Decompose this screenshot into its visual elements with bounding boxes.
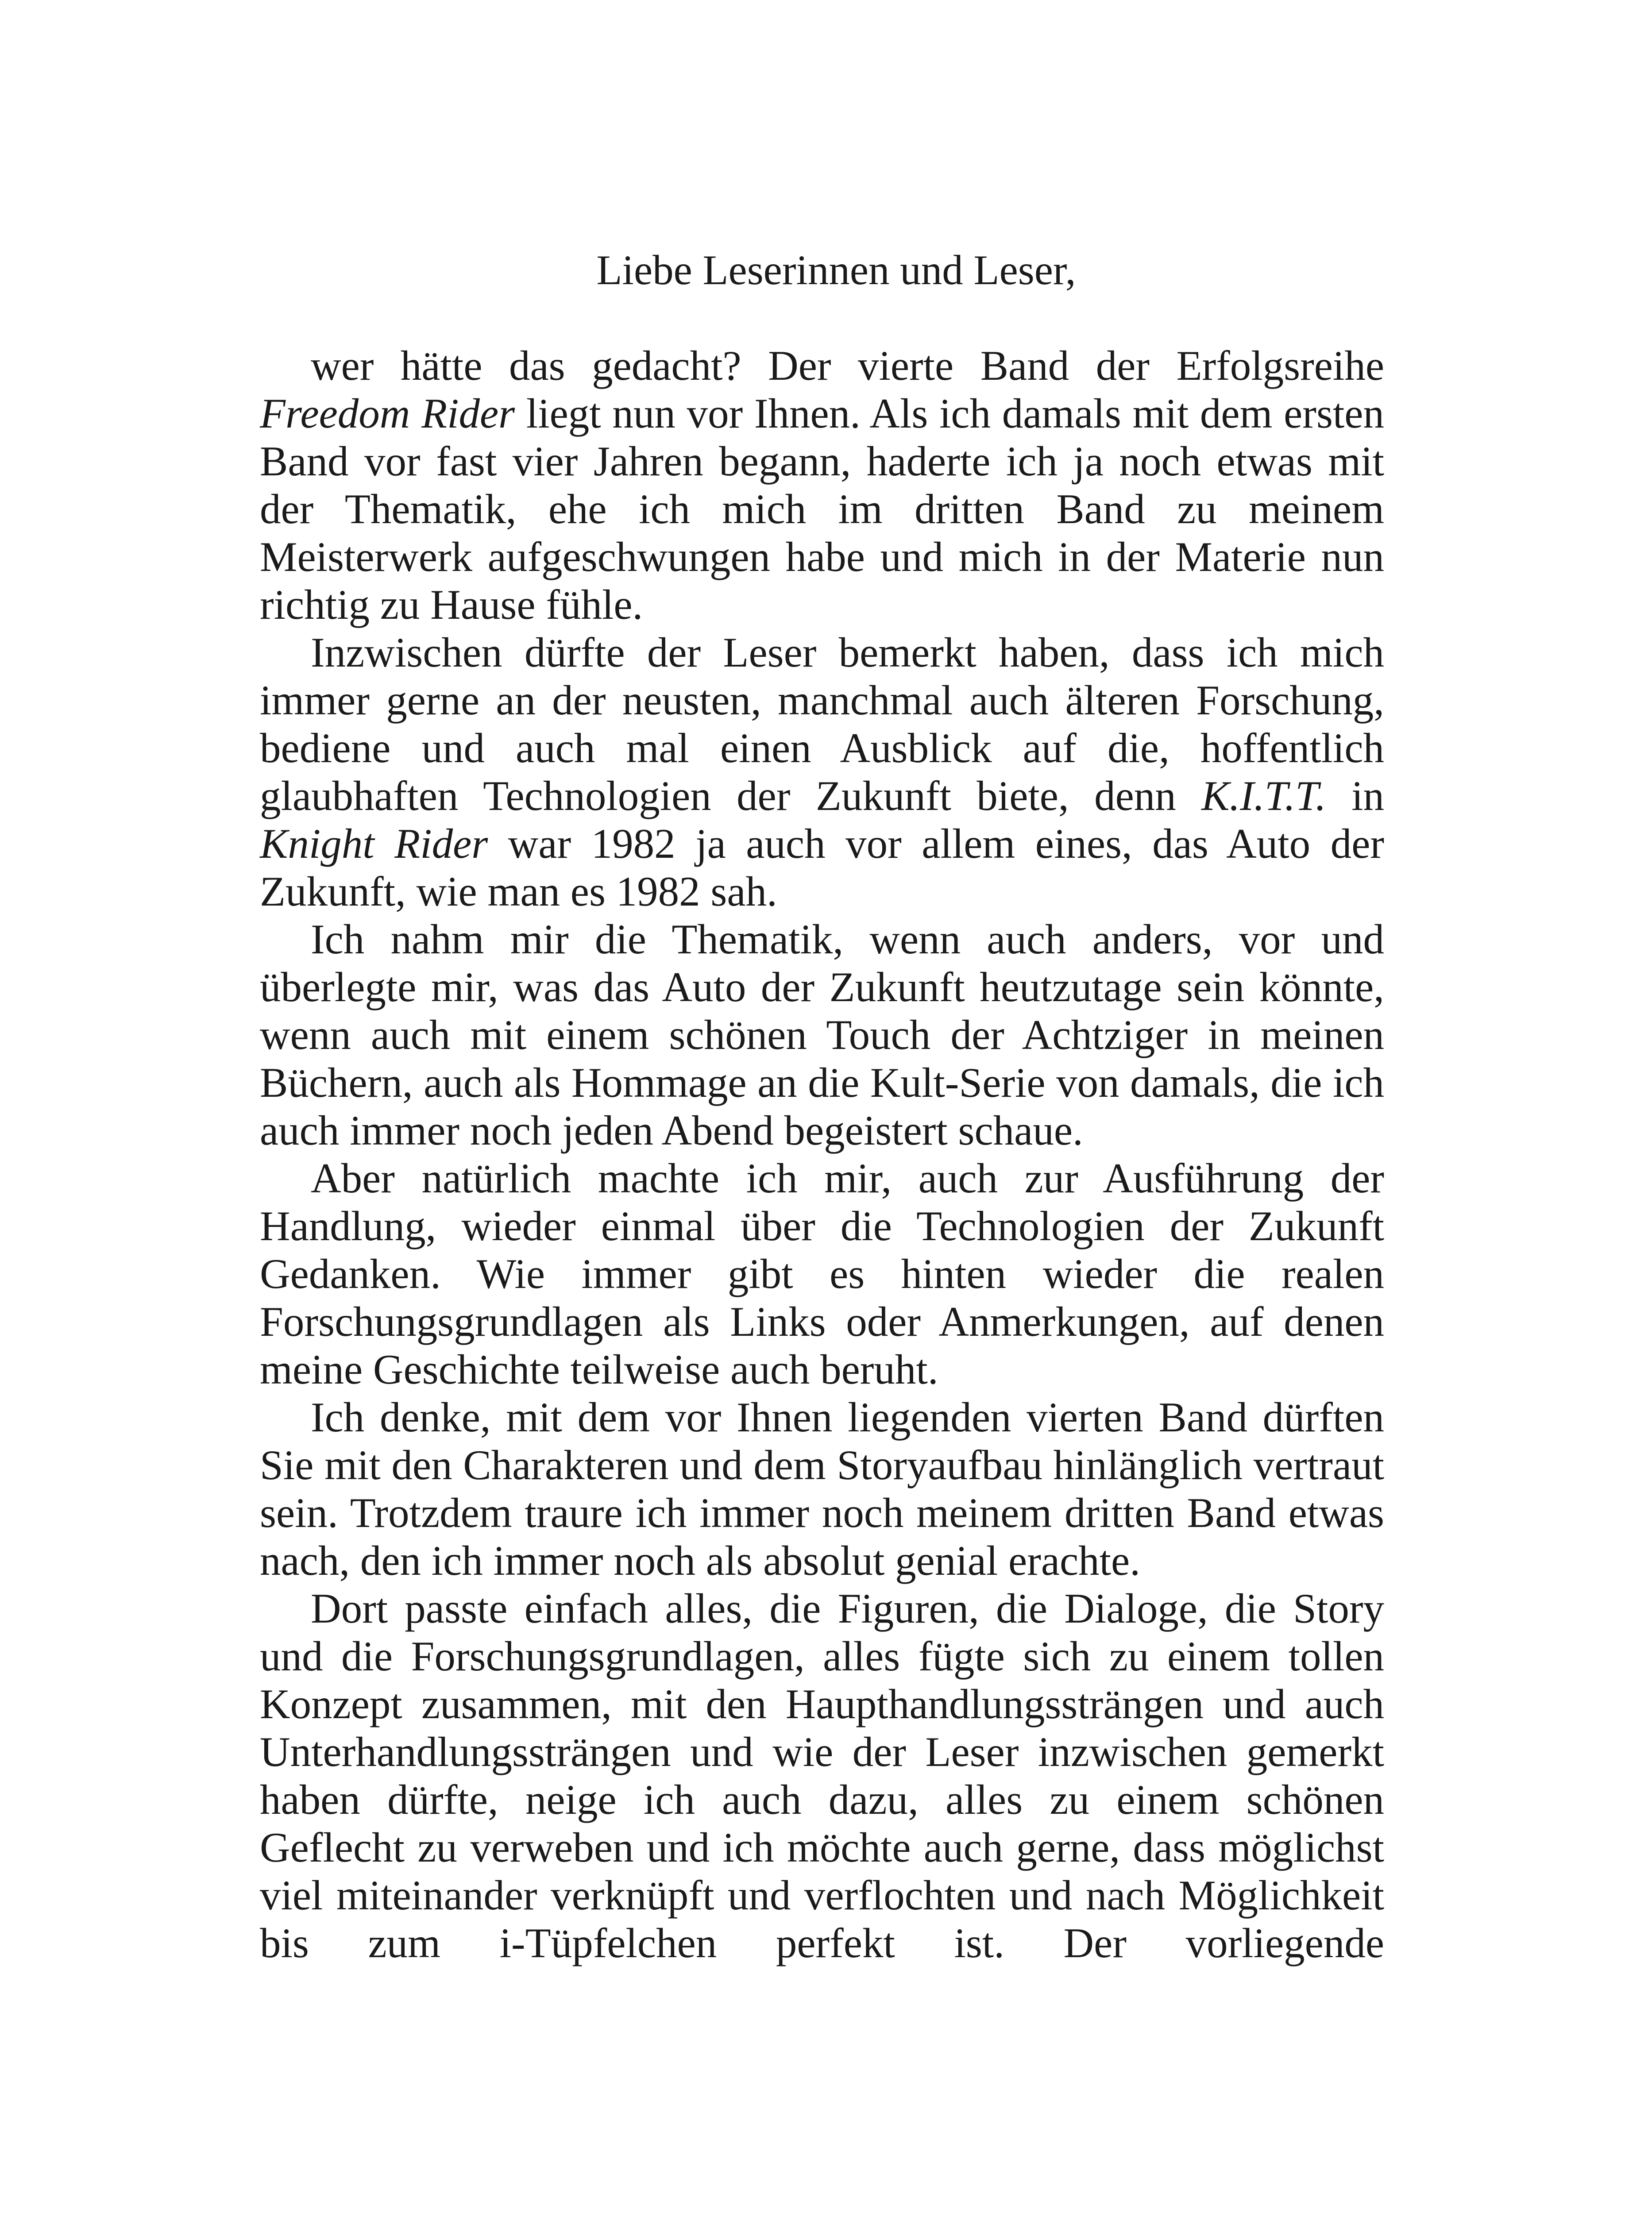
paragraph-text: in xyxy=(1326,772,1384,819)
paragraph-text: Ich denke, mit dem vor Ihnen liegenden vierten Band dürften Sie mit den Charakteren und dem Storyaufbau hinlänglich vertraut sein. Trotzdem traure ich immer noch meinem dritten Band etwas nach, den ich immer noch als absolut genial erachte. xyxy=(260,1394,1384,1584)
paragraph-text: wer hätte das gedacht? Der vierte Band der Erfolgsreihe xyxy=(311,342,1384,389)
paragraph-text: war 1982 ja auch vor allem eines, das Auto der Zukunft, wie man es 1982 sah. xyxy=(260,820,1384,915)
paragraph-text: Dort passte einfach alles, die Figuren, die Dialoge, die Story und die Forschungsgrundlagen, alles fügte sich zu einem tollen Konzept zusammen, mit den Haupthandlungssträngen und auch Unterhandlungssträngen und wie der Leser inzwischen gemerkt haben dürfte, neige ich auch dazu, alles zu einem schönen Geflecht zu verweben und ich möchte auch gerne, dass möglichst viel miteinander verknüpft und verflochten und nach Möglichkeit bis zum i-Tüpfelchen perfekt ist. Der vorliegende xyxy=(260,1585,1384,1966)
paragraph-5 xyxy=(260,1393,1384,1585)
series-title-knight-rider: Knight Rider xyxy=(260,820,488,867)
paragraph-1 xyxy=(260,342,1384,628)
paragraph-4 xyxy=(260,1154,1384,1393)
paragraph-3 xyxy=(260,915,1384,1154)
name-kitt: K.I.T.T. xyxy=(1201,772,1326,819)
paragraph-text: Ich nahm mir die Thematik, wenn auch anders, vor und überlegte mir, was das Auto der Zukunft heutzutage sein könnte, wenn auch mit einem schönen Touch der Achtziger in meinen Büchern, auch als Hommage an die Kult-Serie von damals, die ich auch immer noch jeden Abend begeistert schaue. xyxy=(260,916,1384,1154)
paragraph-6 xyxy=(260,1585,1384,1967)
body-text xyxy=(260,342,1384,1967)
book-title-freedom-rider: Freedom Rider xyxy=(260,390,515,437)
text-block xyxy=(260,246,1384,1967)
paragraph-text: liegt nun vor Ihnen. Als ich damals mit dem ersten Band vor fast vier Jahren begann, haderte ich ja noch etwas mit der Thematik, ehe ich mich im dritten Band zu meinem Meisterwerk aufgeschwungen habe und mich in der Materie nun richtig zu Hause fühle. xyxy=(260,390,1384,628)
greeting-line: Liebe Leserinnen und Leser, xyxy=(596,247,1076,293)
paragraph-2 xyxy=(260,628,1384,915)
paragraph-text: Inzwischen dürfte der Leser bemerkt haben, dass ich mich immer gerne an der neusten, manchmal auch älteren Forschung, bediene und auch mal einen Ausblick auf die, hoffentlich glaubhaften Technologien der Zukunft biete, denn xyxy=(260,629,1384,819)
paragraph-text: Aber natürlich machte ich mir, auch zur Ausführung der Handlung, wieder einmal über die Technologien der Zukunft Gedanken. Wie immer gibt es hinten wieder die realen Forschungsgrundlagen als Links oder Anmerkungen, auf denen meine Geschichte teilweise auch beruht. xyxy=(260,1155,1384,1393)
